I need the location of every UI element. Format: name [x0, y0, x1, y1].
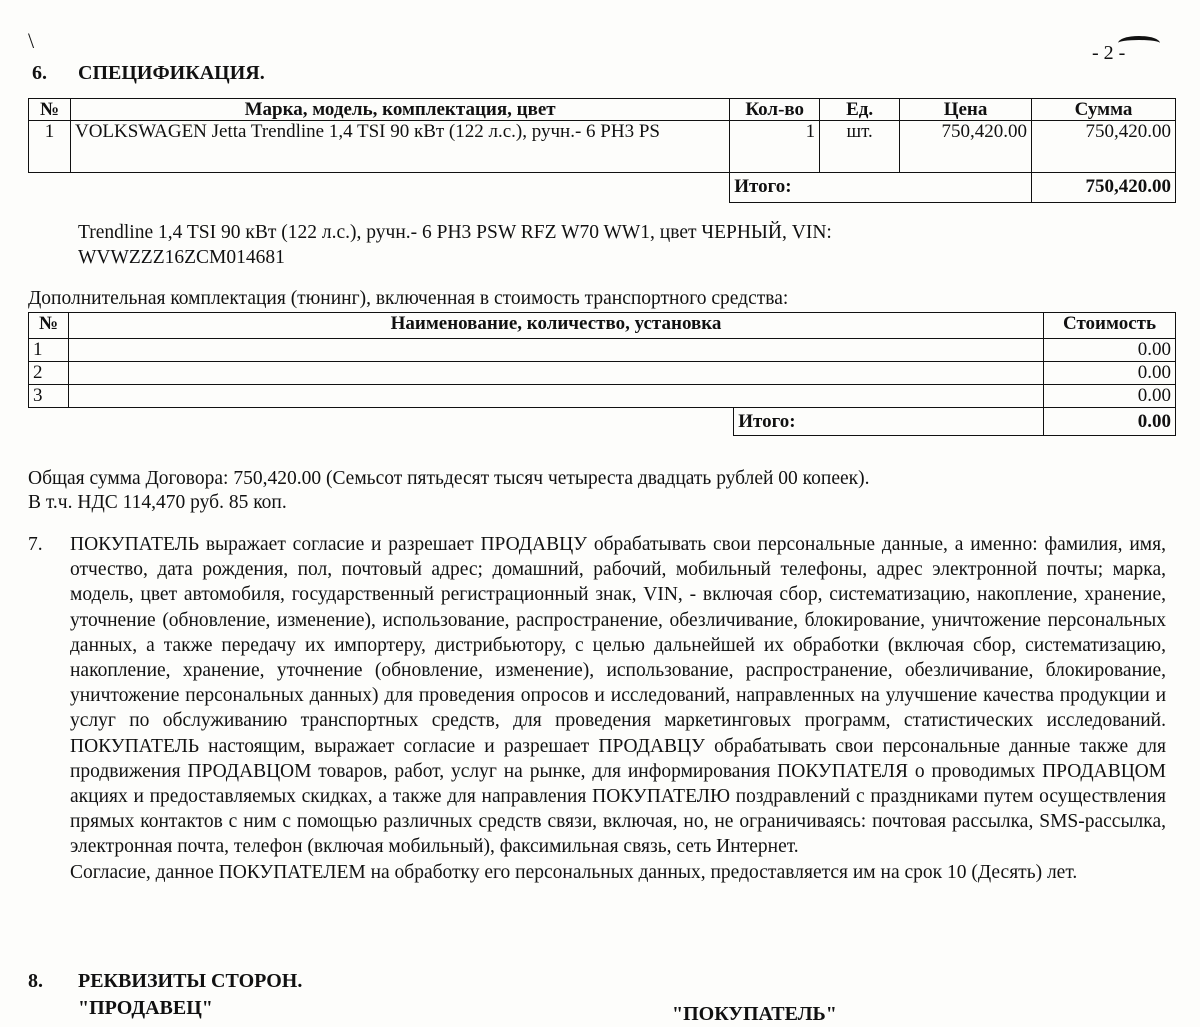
section-7-number: 7.	[28, 534, 43, 555]
buyer-label: "ПОКУПАТЕЛЬ"	[672, 1003, 837, 1025]
tuning-cell-name	[68, 362, 1043, 385]
spec-table	[28, 98, 1176, 203]
vehicle-description: Trendline 1,4 TSI 90 кВт (122 л.с.), ручн.- 6 PH3 PSW RFZ W70 WW1, цвет ЧЕРНЫЙ, VIN: WVWZZZ16ZCM014681	[78, 222, 832, 268]
spec-cell-no: 1	[29, 121, 71, 173]
spec-cell-qty: 1	[730, 121, 820, 173]
table-row	[29, 362, 1176, 385]
spec-header-sum: Сумма	[1032, 99, 1176, 121]
section-6-number: 6.	[32, 62, 47, 84]
spec-header-qty: Кол-во	[730, 99, 820, 121]
vat-amount: В т.ч. НДС 114,470 руб. 85 коп.	[28, 492, 287, 513]
section-7-body	[70, 532, 1166, 885]
tuning-header-cost: Стоимость	[1044, 313, 1176, 339]
spec-cell-model: VOLKSWAGEN Jetta Trendline 1,4 TSI 90 кВт (122 л.с.), ручн.- 6 PH3 PS	[70, 121, 729, 173]
tuning-cell-name	[68, 339, 1043, 362]
corner-pen-mark: \	[28, 28, 35, 53]
section-7-paragraph-1: ПОКУПАТЕЛЬ выражает согласие и разрешает ПРОДАВЦУ обрабатывать свои персональные данные, а именно: фамилия, имя, отчество, дата рождения, пол, почтовый адрес; домашний, рабочий, мобильный телефоны, адрес электронной почты; марка, модель, цвет автомобиля, государственный регистрационный знак, VIN, - включая сбор, систематизацию, накопление, хранение, уточнение (обновление, изменение), использование, распространение, обезличивание, блокирование, уничтожение персональных данных, а также передачу их импортеру, дистрибьютору, с целью дальнейшей их обработки (включая сбор, систематизацию, накопление, хранение, уточнение (обновление, изменение), использование, распространение, обезличивание, блокирование, уничтожение персональных данных) для проведения опросов и исследований, направленных на улучшение качества продукции и услуг по обслуживанию транспортных средств, для проведения маркетинговых программ, статистических исследований. ПОКУПАТЕЛЬ настоящим, выражает согласие и разрешает ПРОДАВЦУ обрабатывать свои персональные данные также для продвижения ПРОДАВЦОМ товаров, работ, услуг на рынке, для информирования ПОКУПАТЕЛЯ о проводимых ПРОДАВЦОМ акциях и предоставляемых скидках, а также для направления ПОКУПАТЕЛЮ поздравлений с праздниками путем осуществления прямых контактов с ним с помощью различных средств связи, включая, но, не ограничиваясь: почтовая рассылка, SMS-рассылка, электронная почта, телефон (включая мобильный), факсимильная связь, сеть Интернет.	[70, 534, 1166, 858]
spec-total-row	[29, 173, 1176, 203]
contract-total: Общая сумма Договора: 750,420.00 (Семьсот пятьдесят тысяч четыреста двадцать рублей 00 копеек).	[28, 468, 870, 489]
tuning-total-label: Итого:	[734, 408, 1044, 436]
spec-header-unit: Ед.	[820, 99, 900, 121]
section-8-number: 8.	[28, 970, 43, 992]
spec-total-value: 750,420.00	[1032, 173, 1176, 203]
spec-table-header-row	[29, 99, 1176, 121]
tuning-table-header-row	[29, 313, 1176, 339]
tuning-cell-no: 2	[29, 362, 69, 385]
table-row	[29, 121, 1176, 173]
tuning-cell-cost: 0.00	[1044, 339, 1176, 362]
spec-cell-price: 750,420.00	[900, 121, 1032, 173]
seller-label: "ПРОДАВЕЦ"	[78, 997, 213, 1019]
page-number: - 2 -	[1092, 42, 1126, 64]
spec-header-no: №	[29, 99, 71, 121]
tuning-header-name: Наименование, количество, установка	[68, 313, 1043, 339]
section-6-title: СПЕЦИФИКАЦИЯ.	[78, 62, 265, 84]
table-row	[29, 385, 1176, 408]
tuning-cell-cost: 0.00	[1044, 362, 1176, 385]
tuning-header-no: №	[29, 313, 69, 339]
tuning-total-value: 0.00	[1044, 408, 1176, 436]
table-row	[29, 339, 1176, 362]
tuning-cell-cost: 0.00	[1044, 385, 1176, 408]
section-7-paragraph-2: Согласие, данное ПОКУПАТЕЛЕМ на обработку его персональных данных, предоставляется им на срок 10 (Десять) лет.	[70, 861, 1078, 883]
spec-total-label: Итого:	[730, 173, 1032, 203]
spec-cell-unit: шт.	[820, 121, 900, 173]
tuning-total-row	[29, 408, 1176, 436]
section-8-title: РЕКВИЗИТЫ СТОРОН.	[78, 970, 303, 992]
spec-header-price: Цена	[900, 99, 1032, 121]
tuning-cell-no: 1	[29, 339, 69, 362]
tuning-cell-no: 3	[29, 385, 69, 408]
tuning-intro: Дополнительная комплектация (тюнинг), включенная в стоимость транспортного средства:	[28, 288, 789, 309]
tuning-table	[28, 312, 1176, 436]
pen-stroke-mark	[1118, 36, 1160, 50]
spec-cell-sum: 750,420.00	[1032, 121, 1176, 173]
tuning-cell-name	[68, 385, 1043, 408]
spec-header-model: Марка, модель, комплектация, цвет	[70, 99, 729, 121]
